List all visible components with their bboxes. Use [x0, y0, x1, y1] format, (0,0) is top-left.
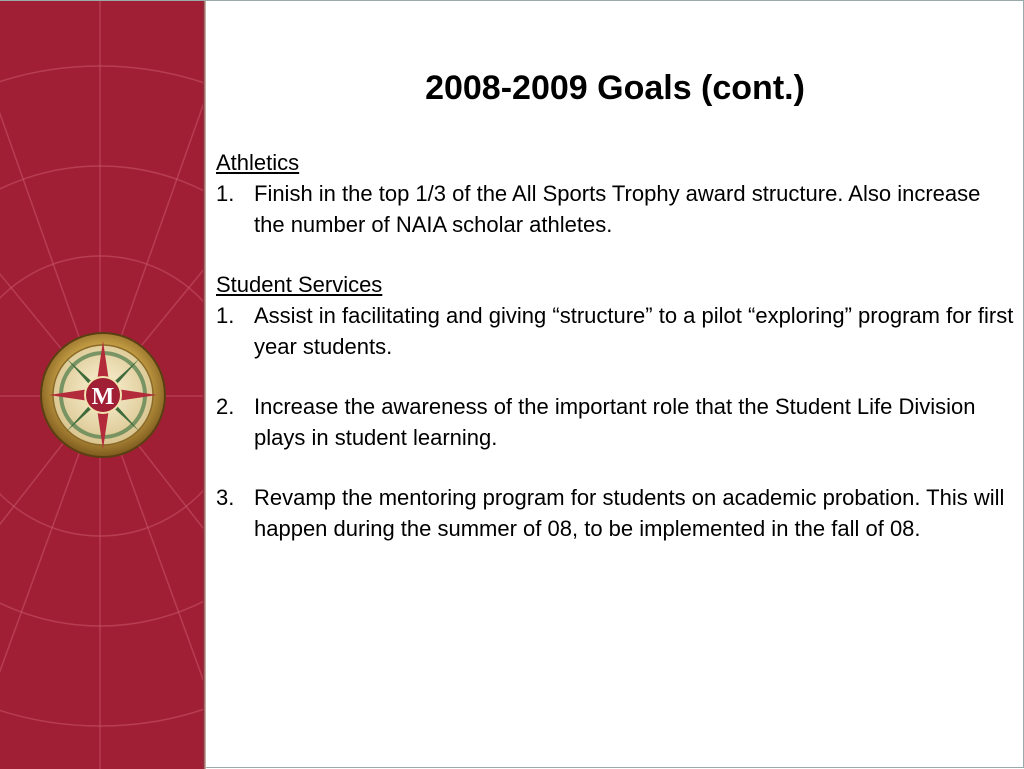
decorative-sidebar: [0, 1, 206, 769]
slide-title: 2008-2009 Goals (cont.): [425, 69, 805, 107]
list-item: [216, 391, 1016, 453]
item-number: 2.: [216, 394, 235, 419]
item-number: 1.: [216, 303, 235, 328]
logo-letter: M: [91, 384, 115, 410]
sidebar-edge: [203, 1, 206, 769]
item-number: 1.: [216, 181, 235, 206]
item-text: Assist in facilitating and giving “structure” to a pilot “exploring” program for first year students.: [254, 303, 1014, 359]
compass-logo: [0, 1, 206, 769]
list-item: [216, 482, 1016, 544]
slide-body: [216, 147, 1016, 544]
section-heading-student-services: Student Services: [216, 272, 383, 297]
item-text: Revamp the mentoring program for students on academic probation. This will happen during the summer of 08, to be implemented in the fall of 08.: [254, 485, 1005, 541]
item-text: Finish in the top 1/3 of the All Sports Trophy award structure. Also increase the number of NAIA scholar athletes.: [254, 181, 981, 237]
item-number: 3.: [216, 485, 235, 510]
section-heading-athletics: Athletics: [216, 150, 300, 175]
item-text: Increase the awareness of the important role that the Student Life Division plays in student learning.: [254, 394, 976, 450]
list-item: [216, 300, 1016, 362]
list-item: [216, 178, 1016, 240]
